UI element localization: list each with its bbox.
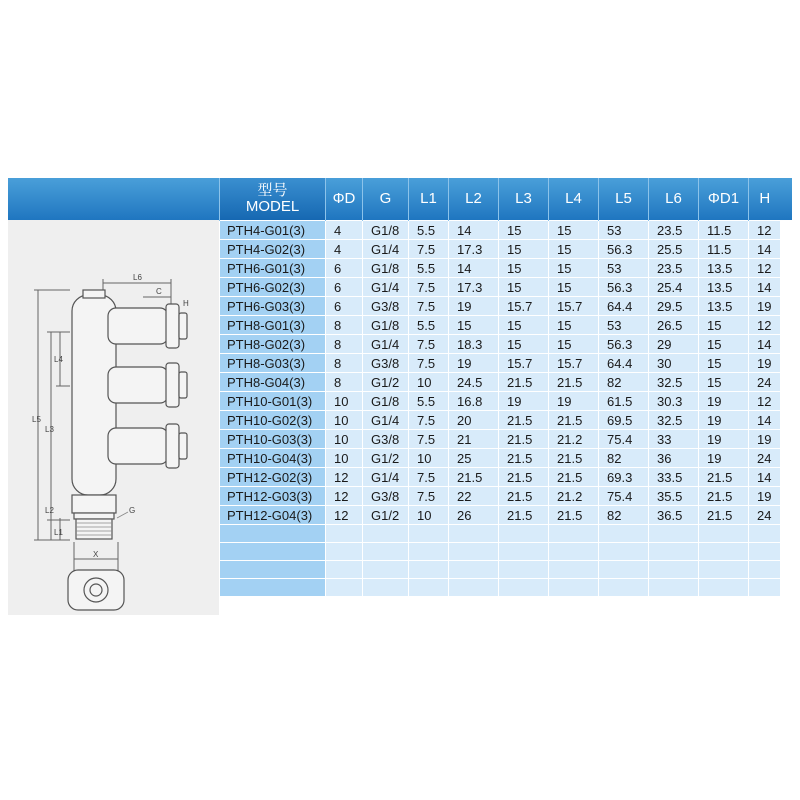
table-cell xyxy=(599,579,649,597)
table-cell: G1/8 xyxy=(363,392,409,411)
table-cell: 15 xyxy=(499,259,549,278)
table-row xyxy=(220,221,781,240)
table-cell xyxy=(363,543,409,561)
table-cell: 5.5 xyxy=(409,316,449,335)
table-cell: G1/8 xyxy=(363,221,409,240)
empty-table-row xyxy=(220,579,781,597)
table-cell: 15 xyxy=(699,335,749,354)
label-x: X xyxy=(93,550,99,559)
table-cell: 21.5 xyxy=(499,430,549,449)
table-cell: 6 xyxy=(326,259,363,278)
table-cell: 7.5 xyxy=(409,240,449,259)
empty-table-row xyxy=(220,561,781,579)
table-cell: 53 xyxy=(599,316,649,335)
table-cell: 7.5 xyxy=(409,335,449,354)
table-cell: 20 xyxy=(449,411,499,430)
table-cell xyxy=(649,561,699,579)
table-cell: 24 xyxy=(749,373,781,392)
model-cell: PTH8-G03(3) xyxy=(220,354,326,373)
table-cell xyxy=(749,561,781,579)
table-cell: G1/4 xyxy=(363,240,409,259)
table-cell: 12 xyxy=(749,392,781,411)
table-row xyxy=(220,449,781,468)
table-cell: 10 xyxy=(326,449,363,468)
column-header: ΦD1 xyxy=(699,178,749,221)
table-cell: 35.5 xyxy=(649,487,699,506)
table-cell xyxy=(749,579,781,597)
table-cell: 21.5 xyxy=(699,487,749,506)
model-cell xyxy=(220,543,326,561)
table-cell: 24 xyxy=(749,506,781,525)
table-cell: G3/8 xyxy=(363,354,409,373)
column-header: L6 xyxy=(649,178,699,221)
table-cell xyxy=(649,579,699,597)
table-cell xyxy=(326,543,363,561)
table-cell: 21 xyxy=(449,430,499,449)
table-cell: 19 xyxy=(699,411,749,430)
table-cell: 15.7 xyxy=(549,354,599,373)
table-cell: 64.4 xyxy=(599,297,649,316)
table-cell: 19 xyxy=(449,297,499,316)
table-cell: 33 xyxy=(649,430,699,449)
table-cell: 14 xyxy=(749,278,781,297)
label-l1: L1 xyxy=(54,528,63,537)
table-cell: 10 xyxy=(326,392,363,411)
table-cell xyxy=(409,579,449,597)
table-cell: 24 xyxy=(749,449,781,468)
table-cell: 21.5 xyxy=(549,411,599,430)
table-cell: 8 xyxy=(326,354,363,373)
table-cell: 30 xyxy=(649,354,699,373)
table-cell xyxy=(499,561,549,579)
table-cell: G1/4 xyxy=(363,411,409,430)
table-cell: 13.5 xyxy=(699,278,749,297)
model-cell: PTH10-G04(3) xyxy=(220,449,326,468)
table-cell: G1/4 xyxy=(363,335,409,354)
technical-drawing-panel xyxy=(8,220,219,615)
table-cell: 19 xyxy=(699,392,749,411)
model-cell: PTH10-G03(3) xyxy=(220,430,326,449)
table-cell: 15 xyxy=(549,259,599,278)
thread-leader xyxy=(117,512,128,518)
table-row xyxy=(220,392,781,411)
table-row xyxy=(220,278,781,297)
table-row xyxy=(220,316,781,335)
table-cell xyxy=(649,525,699,543)
table-cell: 8 xyxy=(326,335,363,354)
table-cell: 15.7 xyxy=(499,354,549,373)
table-cell: 56.3 xyxy=(599,240,649,259)
table-cell xyxy=(449,561,499,579)
table-cell: 17.3 xyxy=(449,240,499,259)
table-cell: G1/8 xyxy=(363,316,409,335)
table-cell: 36.5 xyxy=(649,506,699,525)
column-header: G xyxy=(363,178,409,221)
table-cell xyxy=(699,525,749,543)
model-cell: PTH8-G02(3) xyxy=(220,335,326,354)
table-cell: 7.5 xyxy=(409,278,449,297)
table-row xyxy=(220,335,781,354)
column-header: L1 xyxy=(409,178,449,221)
table-cell xyxy=(409,561,449,579)
column-header: L2 xyxy=(449,178,499,221)
model-cell: PTH8-G04(3) xyxy=(220,373,326,392)
model-cell xyxy=(220,561,326,579)
table-header-row xyxy=(220,178,781,221)
table-cell: 12 xyxy=(749,221,781,240)
table-cell: 15 xyxy=(699,316,749,335)
table-cell: 24.5 xyxy=(449,373,499,392)
table-cell: G3/8 xyxy=(363,430,409,449)
table-cell: G3/8 xyxy=(363,297,409,316)
table-row xyxy=(220,468,781,487)
table-cell: 21.5 xyxy=(549,506,599,525)
model-cell: PTH4-G02(3) xyxy=(220,240,326,259)
table-cell: 10 xyxy=(409,373,449,392)
table-cell: 8 xyxy=(326,373,363,392)
table-cell: 25.4 xyxy=(649,278,699,297)
table-cell: 22 xyxy=(449,487,499,506)
table-cell: 13.5 xyxy=(699,259,749,278)
table-cell: 15 xyxy=(549,240,599,259)
table-cell: 29 xyxy=(649,335,699,354)
table-cell: 11.5 xyxy=(699,240,749,259)
table-cell: 69.5 xyxy=(599,411,649,430)
table-cell: 25 xyxy=(449,449,499,468)
empty-table-row xyxy=(220,525,781,543)
table-cell: 10 xyxy=(409,506,449,525)
table-cell xyxy=(699,579,749,597)
table-cell xyxy=(549,561,599,579)
table-cell: 12 xyxy=(749,316,781,335)
table-cell: 32.5 xyxy=(649,411,699,430)
table-cell: 82 xyxy=(599,506,649,525)
table-cell xyxy=(363,561,409,579)
model-cell: PTH6-G02(3) xyxy=(220,278,326,297)
table-cell: 15 xyxy=(549,278,599,297)
table-cell xyxy=(749,525,781,543)
table-cell: 15.7 xyxy=(549,297,599,316)
model-cell: PTH12-G02(3) xyxy=(220,468,326,487)
table-cell: 15 xyxy=(449,316,499,335)
table-cell: 75.4 xyxy=(599,430,649,449)
table-cell: 12 xyxy=(749,259,781,278)
table-cell: 16.8 xyxy=(449,392,499,411)
table-cell xyxy=(499,579,549,597)
table-cell: 21.5 xyxy=(499,411,549,430)
table-cell: 14 xyxy=(749,468,781,487)
model-cell: PTH12-G04(3) xyxy=(220,506,326,525)
table-cell: 15 xyxy=(549,335,599,354)
table-cell: 17.3 xyxy=(449,278,499,297)
table-row xyxy=(220,373,781,392)
table-body xyxy=(220,221,781,597)
table-cell: 26 xyxy=(449,506,499,525)
fitting-body xyxy=(72,290,187,539)
table-cell: 53 xyxy=(599,259,649,278)
label-g: G xyxy=(129,506,136,515)
table-cell: 82 xyxy=(599,449,649,468)
table-cell: 14 xyxy=(749,335,781,354)
label-h: H xyxy=(183,299,189,308)
spec-sheet xyxy=(8,178,792,615)
table-row xyxy=(220,354,781,373)
table-cell: 69.3 xyxy=(599,468,649,487)
table-cell: 64.4 xyxy=(599,354,649,373)
column-header: L5 xyxy=(599,178,649,221)
table-cell: 75.4 xyxy=(599,487,649,506)
column-header: H xyxy=(749,178,781,221)
table-cell: 12 xyxy=(326,468,363,487)
table-cell xyxy=(326,579,363,597)
model-cell: PTH10-G01(3) xyxy=(220,392,326,411)
table-cell: 15 xyxy=(499,221,549,240)
table-cell: G1/8 xyxy=(363,259,409,278)
table-cell: 5.5 xyxy=(409,221,449,240)
spec-table xyxy=(219,178,781,597)
table-cell: 21.5 xyxy=(499,506,549,525)
table-cell: 7.5 xyxy=(409,487,449,506)
table-cell xyxy=(409,525,449,543)
table-cell: 7.5 xyxy=(409,354,449,373)
table-cell: 29.5 xyxy=(649,297,699,316)
table-cell: 14 xyxy=(749,411,781,430)
table-cell: 21.5 xyxy=(499,449,549,468)
table-cell: 5.5 xyxy=(409,259,449,278)
table-cell: 7.5 xyxy=(409,468,449,487)
table-cell: 25.5 xyxy=(649,240,699,259)
table-cell: 18.3 xyxy=(449,335,499,354)
table-cell: 10 xyxy=(409,449,449,468)
table-cell: 53 xyxy=(599,221,649,240)
table-row xyxy=(220,297,781,316)
table-cell: 19 xyxy=(549,392,599,411)
table-cell: G1/4 xyxy=(363,278,409,297)
table-cell xyxy=(326,525,363,543)
table-cell: 14 xyxy=(449,221,499,240)
table-cell: 11.5 xyxy=(699,221,749,240)
table-cell xyxy=(499,543,549,561)
table-row xyxy=(220,240,781,259)
table-cell: 7.5 xyxy=(409,411,449,430)
table-cell: 23.5 xyxy=(649,221,699,240)
table-cell: 21.5 xyxy=(549,468,599,487)
label-c: C xyxy=(156,287,162,296)
table-cell xyxy=(549,525,599,543)
table-cell: 19 xyxy=(749,487,781,506)
table-cell: 10 xyxy=(326,430,363,449)
table-cell xyxy=(549,579,599,597)
table-cell xyxy=(599,543,649,561)
table-cell: 15.7 xyxy=(499,297,549,316)
table-cell: 19 xyxy=(699,430,749,449)
model-cell: PTH6-G03(3) xyxy=(220,297,326,316)
label-l6: L6 xyxy=(133,273,142,282)
table-cell: 19 xyxy=(699,449,749,468)
table-cell: 15 xyxy=(499,316,549,335)
table-cell xyxy=(499,525,549,543)
column-header: ΦD xyxy=(326,178,363,221)
table-cell xyxy=(449,525,499,543)
table-cell: 26.5 xyxy=(649,316,699,335)
table-cell xyxy=(599,561,649,579)
table-cell: 4 xyxy=(326,221,363,240)
table-cell: 12 xyxy=(326,506,363,525)
table-cell xyxy=(749,543,781,561)
column-header: L3 xyxy=(499,178,549,221)
table-cell: 21.5 xyxy=(549,373,599,392)
label-l3: L3 xyxy=(45,425,54,434)
table-cell: 6 xyxy=(326,278,363,297)
table-cell: 15 xyxy=(699,373,749,392)
table-cell xyxy=(363,579,409,597)
model-cell: PTH8-G01(3) xyxy=(220,316,326,335)
table-cell xyxy=(326,561,363,579)
table-cell: 13.5 xyxy=(699,297,749,316)
table-cell: 14 xyxy=(749,240,781,259)
table-cell: G1/2 xyxy=(363,506,409,525)
table-cell: 21.2 xyxy=(549,430,599,449)
table-cell: 14 xyxy=(449,259,499,278)
table-cell: 19 xyxy=(749,430,781,449)
model-cell xyxy=(220,525,326,543)
model-header-chinese: 型号 xyxy=(257,182,288,199)
model-cell: PTH6-G01(3) xyxy=(220,259,326,278)
table-cell: 19 xyxy=(749,354,781,373)
table-cell: 19 xyxy=(749,297,781,316)
table-cell: 33.5 xyxy=(649,468,699,487)
label-l4: L4 xyxy=(54,355,63,364)
table-cell: 7.5 xyxy=(409,297,449,316)
table-cell xyxy=(363,525,409,543)
table-cell: 21.5 xyxy=(699,506,749,525)
table-cell: 15 xyxy=(549,316,599,335)
table-cell: 21.5 xyxy=(499,468,549,487)
table-cell: 23.5 xyxy=(649,259,699,278)
table-cell xyxy=(699,561,749,579)
label-l2: L2 xyxy=(45,506,54,515)
table-cell: 21.2 xyxy=(549,487,599,506)
table-row xyxy=(220,506,781,525)
table-cell: 15 xyxy=(499,240,549,259)
model-cell: PTH12-G03(3) xyxy=(220,487,326,506)
table-cell: 61.5 xyxy=(599,392,649,411)
table-cell: 36 xyxy=(649,449,699,468)
table-cell: 15 xyxy=(699,354,749,373)
table-row xyxy=(220,487,781,506)
table-cell: 4 xyxy=(326,240,363,259)
table-cell: 21.5 xyxy=(549,449,599,468)
table-cell: 56.3 xyxy=(599,335,649,354)
table-cell: 6 xyxy=(326,297,363,316)
table-cell: G1/2 xyxy=(363,373,409,392)
bottom-view xyxy=(68,570,124,610)
table-cell: 21.5 xyxy=(499,487,549,506)
table-cell: 30.3 xyxy=(649,392,699,411)
table-cell: 21.5 xyxy=(499,373,549,392)
table-cell: 21.5 xyxy=(699,468,749,487)
table-cell: 15 xyxy=(499,278,549,297)
table-cell xyxy=(599,525,649,543)
table-row xyxy=(220,430,781,449)
table-cell: 32.5 xyxy=(649,373,699,392)
table-cell xyxy=(549,543,599,561)
table-cell: 82 xyxy=(599,373,649,392)
model-column-header xyxy=(220,178,326,221)
column-header: L4 xyxy=(549,178,599,221)
table-cell xyxy=(699,543,749,561)
model-cell: PTH10-G02(3) xyxy=(220,411,326,430)
table-cell: G1/4 xyxy=(363,468,409,487)
table-cell: 15 xyxy=(549,221,599,240)
table-cell: 7.5 xyxy=(409,430,449,449)
table-cell: 15 xyxy=(499,335,549,354)
table-cell: G3/8 xyxy=(363,487,409,506)
table-cell: 8 xyxy=(326,316,363,335)
table-cell xyxy=(649,543,699,561)
table-cell: 56.3 xyxy=(599,278,649,297)
model-header-english: MODEL xyxy=(245,198,300,215)
table-cell: 5.5 xyxy=(409,392,449,411)
table-cell: 10 xyxy=(326,411,363,430)
table-cell xyxy=(409,543,449,561)
fitting-drawing xyxy=(8,220,219,615)
table-cell: G1/2 xyxy=(363,449,409,468)
model-cell: PTH4-G01(3) xyxy=(220,221,326,240)
empty-table-row xyxy=(220,543,781,561)
table-cell: 12 xyxy=(326,487,363,506)
table-cell: 19 xyxy=(499,392,549,411)
table-row xyxy=(220,411,781,430)
table-cell xyxy=(449,543,499,561)
table-cell xyxy=(449,579,499,597)
table-cell: 21.5 xyxy=(449,468,499,487)
model-cell xyxy=(220,579,326,597)
table-row xyxy=(220,259,781,278)
label-l5: L5 xyxy=(32,415,41,424)
table-cell: 19 xyxy=(449,354,499,373)
